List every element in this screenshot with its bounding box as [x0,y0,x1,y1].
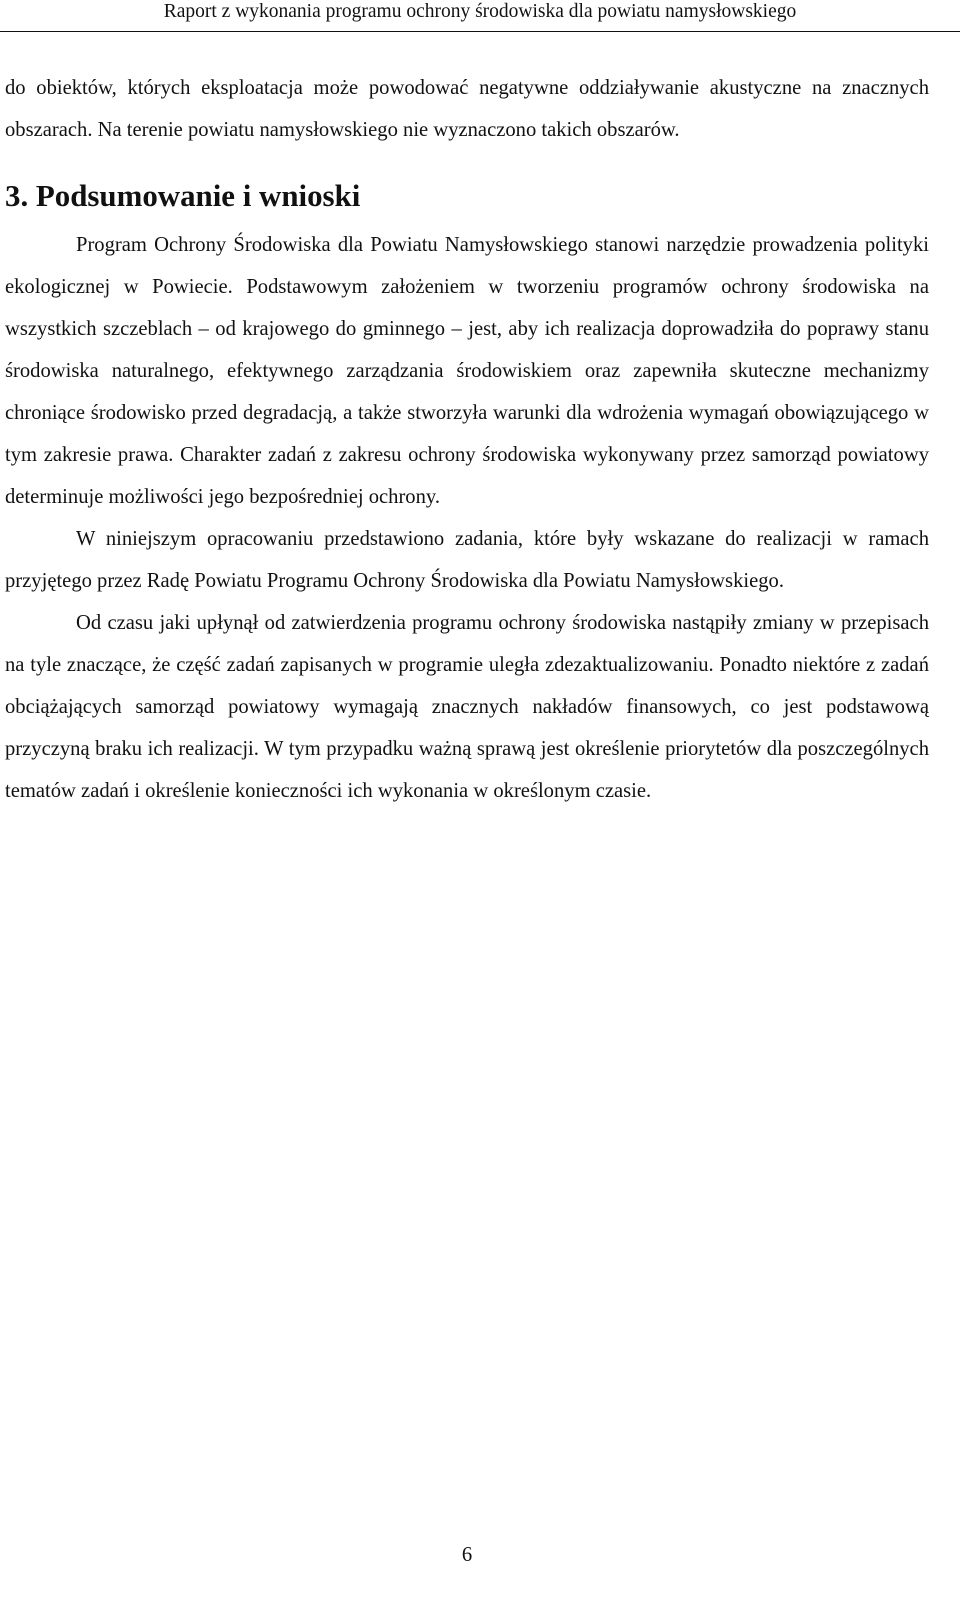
summary-paragraph-1: Program Ochrony Środowiska dla Powiatu Namysłowskiego stanowi narzędzie prowadzenia polityki ekologicznej w Powiecie. Podstawowym założeniem w tworzeniu programów ochrony środowiska na wszystkich szczeblach – od krajowego do gminnego – jest, aby ich realizacja doprowadziła do poprawy stanu środowiska naturalnego, efektywnego zarządzania środowiskiem oraz zapewniła skuteczne mechanizmy chroniące środowisko przed degradacją, a także stworzyła warunki dla wdrożenia wymagań obowiązującego w tym zakresie prawa. Charakter zadań z zakresu ochrony środowiska wykonywany przez samorząd powiatowy determinuje możliwości jego bezpośredniej ochrony. [5,234,929,508]
running-header [0,0,960,40]
document-body [5,67,929,812]
intro-paragraph: do obiektów, których eksploatacja może powodować negatywne oddziaływanie akustyczne na znacznych obszarach. Na terenie powiatu namysłowskiego nie wyznaczono takich obszarów. [5,77,929,141]
summary-paragraph-2: W niniejszym opracowaniu przedstawiono zadania, które były wskazane do realizacji w ramach przyjętego przez Radę Powiatu Programu Ochrony Środowiska dla Powiatu Namysłowskiego. [5,528,929,592]
page-number: 6 [461,1544,473,1566]
section-heading: 3. Podsumowanie i wnioski [5,178,361,213]
summary-paragraph-3: Od czasu jaki upłynął od zatwierdzenia programu ochrony środowiska nastąpiły zmiany w przepisach na tyle znaczące, że część zadań zapisanych w programie uległa zdezaktualizowaniu. Ponadto niektóre z zadań obciążających samorząd powiatowy wymagają znacznych nakładów finansowych, co jest podstawową przyczyną braku ich realizacji. W tym przypadku ważną sprawą jest określenie priorytetów dla poszczególnych tematów zadań i określenie konieczności ich wykonania w określonym czasie. [5,612,929,802]
running-header-title: Raport z wykonania programu ochrony środowiska dla powiatu namysłowskiego [163,1,797,22]
header-divider [0,31,960,32]
